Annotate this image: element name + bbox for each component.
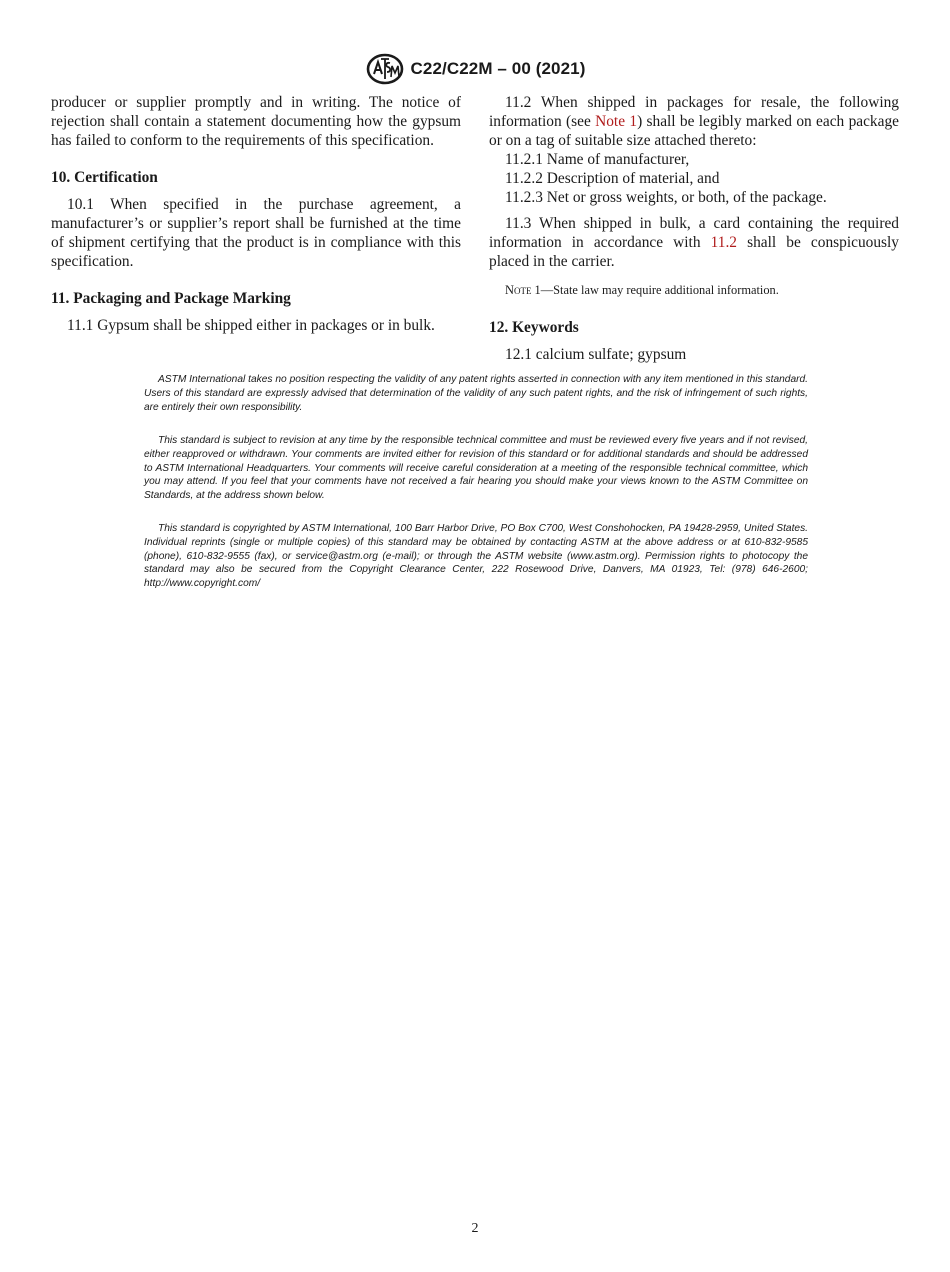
paragraph-11-2-2: 11.2.2 Description of material, and: [505, 170, 720, 187]
paragraph-11-3: [489, 214, 899, 271]
paragraph-11-1: 11.1 Gypsum shall be shipped either in packages or in bulk.: [67, 317, 435, 334]
designation-title: C22/C22M – 00 (2021): [410, 59, 586, 78]
revision-notice: [144, 434, 808, 503]
note-1: [489, 281, 899, 300]
revision-notice-text: This standard is subject to revision at any time by the responsible technical committee and must be reviewed every five years and if not revised, either reapproved or withdrawn. Your comments are invited either for revision of this standard or for additional standards and should be addressed to ASTM International Headquarters. Your comments will receive careful consideration at a meeting of the responsible technical committee, which you may attend. If you feel that your comments have not received a fair hearing you should make your views known to the ASTM Committee on Standards, at the address shown below.: [144, 435, 808, 502]
patent-notice-text: ASTM International takes no position respecting the validity of any patent rights asserted in connection with any item mentioned in this standard. Users of this standard are expressly advised that determination of the validity of any such patent rights, and the risk of infringement of such rights, are entirely their own responsibility.: [144, 374, 808, 413]
paragraph-11-2-1: 11.2.1 Name of manufacturer,: [505, 151, 690, 168]
note-label: Note: [505, 283, 532, 297]
section-heading-certification: 10. Certification: [51, 169, 158, 186]
paragraph-11-2-text-a: 11.2 When shipped in packages for resale, the following information (see: [489, 94, 899, 130]
paragraph-11-2: [489, 93, 899, 150]
paragraph-10-1: 10.1 When specified in the purchase agreement, a manufacturer’s or supplier’s report shall be furnished at the time of shipment certifying that the product is in compliance with this specification.: [51, 196, 461, 270]
copyright-notice: [144, 522, 808, 591]
astm-logo-icon: [365, 53, 405, 85]
section-heading-packaging: 11. Packaging and Package Marking: [51, 290, 291, 307]
left-column: [51, 93, 461, 335]
paragraph-11-3-text-b: shall be conspicuously placed in the carrier.: [489, 234, 899, 270]
section-heading-keywords: 12. Keywords: [489, 319, 579, 336]
page-number: 2: [471, 1221, 479, 1236]
right-column: [489, 93, 899, 364]
page-header: [0, 53, 950, 85]
paragraph-12-1: 12.1 calcium sulfate; gypsum: [505, 346, 687, 363]
note-1-link[interactable]: Note 1: [595, 113, 638, 130]
paragraph-11-3-text-a: 11.3 When shipped in bulk, a card containing the required information in accordance with: [489, 215, 899, 251]
paragraph-11-2-3: 11.2.3 Net or gross weights, or both, of the package.: [505, 189, 827, 206]
copyright-notice-text: This standard is copyrighted by ASTM International, 100 Barr Harbor Drive, PO Box C700, West Conshohocken, PA 19428-2959, United States. Individual reprints (single or multiple copies) of this standard may be obtained by contacting ASTM at the above address or at 610-832-9585 (phone), 610-832-9555 (fax), or service@astm.org (e-mail); or through the ASTM website (www.astm.org). Permission rights to photocopy the standard may also be secured from the Copyright Clearance Center, 222 Rosewood Drive, Danvers, MA 01923, Tel: (978) 646-2600; http://www.copyright.com/: [144, 523, 808, 590]
note-text: 1—State law may require additional information.: [531, 283, 779, 297]
section-11-2-link[interactable]: 11.2: [710, 234, 738, 251]
continued-paragraph: producer or supplier promptly and in writing. The notice of rejection shall contain a statement documenting how the gypsum has failed to conform to the requirements of this specification.: [51, 94, 461, 149]
paragraph-11-2-text-b: ) shall be legibly marked on each package or on a tag of suitable size attached thereto:: [489, 113, 899, 149]
patent-notice: [144, 373, 808, 414]
